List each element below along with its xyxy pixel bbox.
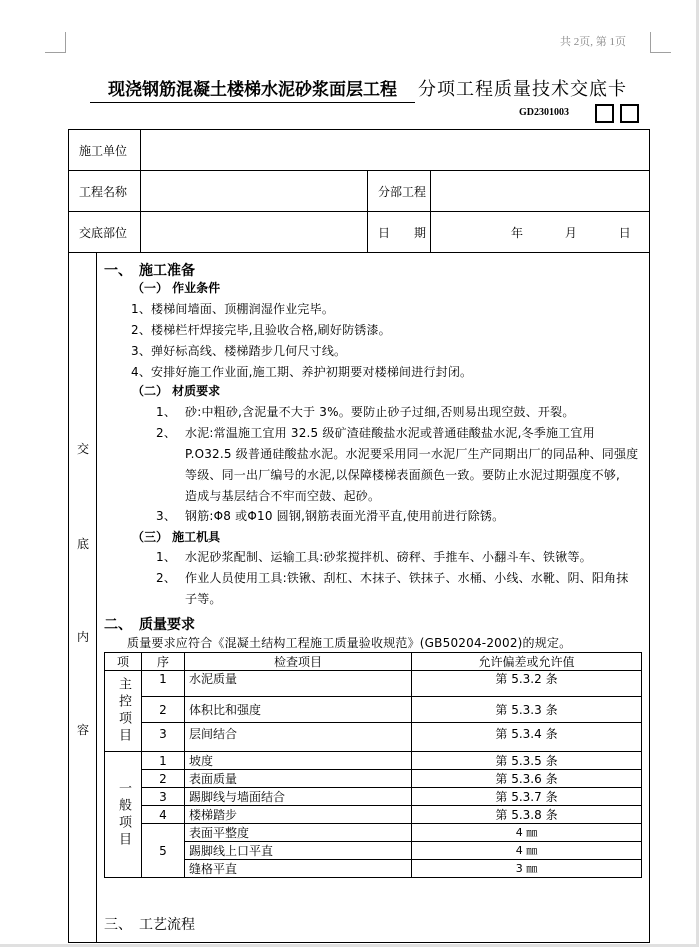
list-item: 1、楼梯间墙面、顶棚润湿作业完毕。 (131, 302, 335, 316)
list-item: 水泥砂浆配制、运输工具:砂浆搅拌机、磅秤、手推车、小翻斗车、铁锹等。 (185, 550, 592, 564)
cell-value: 4 ㎜ (412, 842, 642, 860)
cell-seq: 1 (142, 671, 185, 697)
table-row (105, 770, 642, 788)
table-row (105, 824, 642, 842)
section-2-text: 质量要求应符合《混凝土结构工程施工质量验收规范》(GB50204-2002)的规定。 (127, 636, 572, 650)
cell-value: 第 5.3.4 条 (412, 723, 642, 752)
col-header-item: 检查项目 (185, 653, 412, 671)
list-item: 子等。 (185, 592, 222, 606)
row-project-name (69, 171, 650, 212)
side-label-char: 内 (77, 630, 90, 644)
checkbox-2[interactable] (620, 104, 639, 123)
cell-value: 4 ㎜ (412, 824, 642, 842)
side-label-column (69, 252, 97, 942)
project-name-label: 工程名称 (69, 171, 141, 212)
section-1-sub2-title: （二） 材质要求 (132, 384, 221, 398)
crop-mark-top-right (650, 32, 671, 53)
group-general: 一般项目 (105, 752, 142, 878)
table-row (105, 860, 642, 878)
table-row (105, 697, 642, 723)
col-header-category: 项 (105, 653, 142, 671)
cell-item: 层间结合 (185, 723, 412, 752)
row-construction-unit (69, 130, 650, 171)
cell-item: 踢脚线与墙面结合 (185, 788, 412, 806)
cell-value: 第 5.3.3 条 (412, 697, 642, 723)
cell-item: 坡度 (185, 752, 412, 770)
section-2-title: 二、 质量要求 (104, 617, 195, 633)
section-3-title: 三、 工艺流程 (104, 917, 195, 933)
title-project-name: 现浇钢筋混凝土楼梯水泥砂浆面层工程 (90, 75, 415, 103)
table-row (105, 788, 642, 806)
list-item: 3、弹好标高线、楼梯踏步几何尺寸线。 (131, 344, 347, 358)
date-day: 日 (618, 225, 631, 240)
list-item: 砂:中粗砂,含泥量不大于 3%。要防止砂子过细,否则易出现空鼓、开裂。 (185, 405, 575, 419)
cell-item: 体积比和强度 (185, 697, 412, 723)
list-item: 水泥:常温施工宜用 32.5 级矿渣硅酸盐水泥或普通硅酸盐水泥,冬季施工宜用 (185, 426, 595, 440)
cell-seq: 2 (142, 770, 185, 788)
table-header-row (105, 653, 642, 671)
project-name-field[interactable] (141, 171, 368, 212)
list-number: 2、 (156, 571, 177, 585)
list-item: P.O32.5 级普通硅酸盐水泥。水泥要采用同一水泥厂生产同期出厂的同品种、同强度 (185, 447, 639, 461)
construction-unit-label: 施工单位 (69, 130, 141, 171)
list-number: 1、 (156, 550, 177, 564)
checkbox-1[interactable] (595, 104, 614, 123)
cell-item: 缝格平直 (185, 860, 412, 878)
table-row (105, 723, 642, 752)
list-number: 2、 (156, 426, 177, 440)
subdivision-field[interactable] (431, 171, 650, 212)
date-year: 年 (511, 225, 524, 240)
date-label: 日 期 (368, 212, 431, 253)
cell-item: 水泥质量 (185, 671, 412, 697)
construction-unit-field[interactable] (141, 130, 650, 171)
list-item: 等级、同一出厂编号的水泥,以保障楼梯表面颜色一致。要防止水泥过期强度不够, (185, 468, 621, 482)
handover-part-label: 交底部位 (69, 212, 141, 253)
list-item: 2、楼梯栏杆焊接完毕,且验收合格,刷好防锈漆。 (131, 323, 391, 337)
cell-item: 表面平整度 (185, 824, 412, 842)
list-number: 3、 (156, 509, 177, 523)
cell-seq: 5 (142, 824, 185, 878)
page-indicator: 共 2页, 第 1页 (560, 36, 626, 48)
table-row (105, 752, 642, 770)
table-row (105, 806, 642, 824)
list-item: 造成与基层结合不牢而空鼓、起砂。 (185, 489, 381, 503)
table-row (105, 842, 642, 860)
cell-value: 第 5.3.7 条 (412, 788, 642, 806)
cell-value: 第 5.3.2 条 (412, 671, 642, 697)
subdivision-label: 分部工程 (368, 171, 431, 212)
section-1-title: 一、 施工准备 (104, 263, 195, 279)
cell-item: 踢脚线上口平直 (185, 842, 412, 860)
group-main-control: 主控项目 (105, 671, 142, 752)
list-item: 作业人员使用工具:铁锹、刮杠、木抹子、铁抹子、水桶、小线、水靴、阴、阳角抹 (185, 571, 629, 585)
cell-item: 表面质量 (185, 770, 412, 788)
document-code: GD2301003 (519, 107, 569, 118)
list-item: 4、安排好施工作业面,施工期、养护初期要对楼梯间进行封闭。 (131, 365, 473, 379)
col-header-value: 允许偏差或允许值 (412, 653, 642, 671)
list-item: 钢筋:Φ8 或Φ10 圆钢,钢筋表面光滑平直,使用前进行除锈。 (185, 509, 505, 523)
section-1-sub3-title: （三） 施工机具 (132, 530, 221, 544)
cell-seq: 3 (142, 723, 185, 752)
side-label-char: 交 (77, 442, 90, 456)
side-label-char: 容 (77, 723, 90, 737)
section-1-sub1-title: （一） 作业条件 (132, 281, 221, 295)
content-box (68, 252, 650, 943)
row-handover-part (69, 212, 650, 253)
date-month: 月 (564, 225, 577, 240)
header-table (68, 129, 650, 253)
handover-part-field[interactable] (141, 212, 368, 253)
cell-seq: 1 (142, 752, 185, 770)
cell-value: 第 5.3.6 条 (412, 770, 642, 788)
list-number: 1、 (156, 405, 177, 419)
cell-item: 楼梯踏步 (185, 806, 412, 824)
table-row (105, 671, 642, 697)
cell-value: 第 5.3.8 条 (412, 806, 642, 824)
cell-seq: 4 (142, 806, 185, 824)
date-field[interactable] (431, 212, 650, 253)
col-header-seq: 序 (142, 653, 185, 671)
side-label-char: 底 (77, 537, 90, 551)
quality-table (104, 652, 642, 878)
crop-mark-top-left (45, 32, 66, 53)
cell-value: 3 ㎜ (412, 860, 642, 878)
title-suffix: 分项工程质量技术交底卡 (418, 79, 627, 100)
cell-seq: 2 (142, 697, 185, 723)
cell-seq: 3 (142, 788, 185, 806)
cell-value: 第 5.3.5 条 (412, 752, 642, 770)
